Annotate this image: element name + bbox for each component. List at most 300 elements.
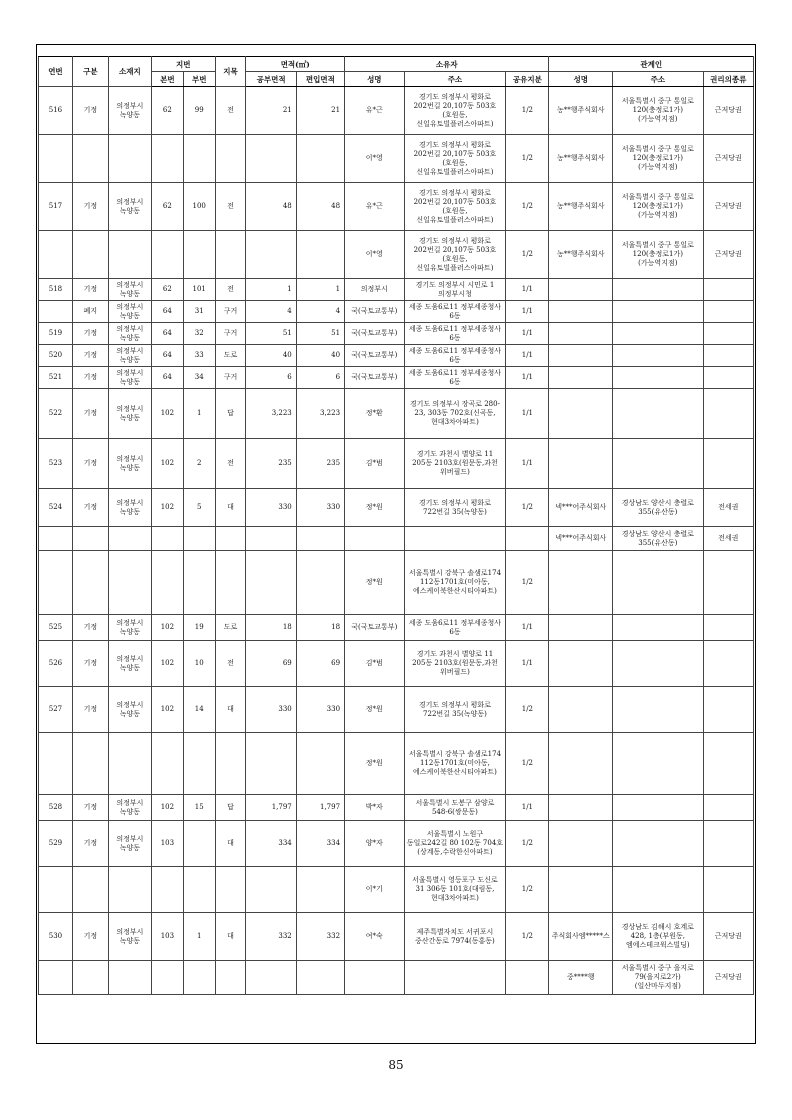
- cell-owner-share: 1/2: [506, 231, 549, 279]
- cell-area-public: 1,797: [246, 795, 296, 821]
- table-row: [39, 733, 754, 795]
- cell-area-included: [296, 527, 344, 551]
- cell-number: 526: [39, 641, 73, 687]
- cell-owner-name: 정*원: [345, 489, 405, 527]
- cell-owner-name: 정*원: [345, 733, 405, 795]
- cell-owner-address: 서울특별시 영등포구 도신로 31 306동 101호(대림동,현대3차아파트): [404, 867, 506, 913]
- cell-type: [72, 231, 108, 279]
- cell-main-lot: 102: [151, 795, 183, 821]
- cell-location: 의정부시 녹양동: [108, 687, 151, 733]
- cell-owner-address: 경기도 의정부시 시민로 1 의정부시청: [404, 279, 506, 301]
- cell-type: [72, 135, 108, 183]
- cell-rel-address: [613, 551, 703, 615]
- cell-rel-address: 서울특별시 중구 통일로 120(충정로1가) (가능역지점): [613, 231, 703, 279]
- cell-rel-name: [549, 687, 613, 733]
- cell-number: 522: [39, 389, 73, 439]
- cell-owner-name: [345, 527, 405, 551]
- cell-number: [39, 301, 73, 323]
- cell-owner-name: 정*원: [345, 687, 405, 733]
- cell-owner-name: [345, 961, 405, 995]
- cell-main-lot: [151, 231, 183, 279]
- cell-rel-right: 근저당권: [703, 183, 753, 231]
- cell-number: [39, 551, 73, 615]
- cell-number: 518: [39, 279, 73, 301]
- cell-main-lot: [151, 867, 183, 913]
- cell-location: 의정부시 녹양동: [108, 345, 151, 367]
- cell-main-lot: [151, 733, 183, 795]
- cell-type: 기정: [72, 615, 108, 641]
- cell-rel-right: [703, 821, 753, 867]
- cell-area-public: 330: [246, 489, 296, 527]
- cell-owner-address: 경기도 의정부시 평화로 722번길 35(녹양동): [404, 687, 506, 733]
- cell-type: [72, 867, 108, 913]
- cell-owner-share: 1/1: [506, 367, 549, 389]
- cell-location: 의정부시 녹양동: [108, 367, 151, 389]
- cell-rel-right: [703, 323, 753, 345]
- cell-sub-lot: [183, 821, 215, 867]
- cell-rel-right: [703, 389, 753, 439]
- cell-rel-right: [703, 551, 753, 615]
- cell-sub-lot: 101: [183, 279, 215, 301]
- table-row: [39, 87, 754, 135]
- cell-owner-share: 1/1: [506, 345, 549, 367]
- cell-area-included: 330: [296, 489, 344, 527]
- table-header: [39, 57, 754, 87]
- cell-rel-right: 근저당권: [703, 135, 753, 183]
- table-row: [39, 821, 754, 867]
- cell-type: 기정: [72, 439, 108, 489]
- cell-sub-lot: [183, 135, 215, 183]
- cell-area-public: 334: [246, 821, 296, 867]
- cell-location: 의정부시 녹양동: [108, 821, 151, 867]
- col-rel-name: 성명: [549, 72, 613, 87]
- table-row: [39, 279, 754, 301]
- col-rel-address: 주소: [613, 72, 703, 87]
- cell-owner-share: 1/2: [506, 489, 549, 527]
- cell-type: 기정: [72, 345, 108, 367]
- cell-land-category: 구거: [215, 301, 246, 323]
- cell-owner-share: [506, 961, 549, 995]
- cell-area-included: [296, 231, 344, 279]
- cell-land-category: [215, 961, 246, 995]
- cell-type: 기정: [72, 489, 108, 527]
- cell-area-public: 330: [246, 687, 296, 733]
- cell-rel-name: [549, 439, 613, 489]
- cell-owner-share: 1/1: [506, 389, 549, 439]
- cell-owner-name: 양*자: [345, 821, 405, 867]
- cell-rel-address: [613, 733, 703, 795]
- cell-number: 519: [39, 323, 73, 345]
- cell-rel-address: [613, 687, 703, 733]
- cell-owner-address: 세종 도움6로11 정부세종청사 6동: [404, 301, 506, 323]
- cell-location: [108, 527, 151, 551]
- cell-main-lot: 102: [151, 641, 183, 687]
- cell-type: 기정: [72, 389, 108, 439]
- cell-rel-address: [613, 439, 703, 489]
- table-row: [39, 913, 754, 961]
- cell-rel-address: 서울특별시 중구 통일로 120(충정로1가) (가능역지점): [613, 183, 703, 231]
- cell-number: [39, 135, 73, 183]
- table-row: [39, 867, 754, 913]
- cell-owner-name: 박*자: [345, 795, 405, 821]
- cell-area-public: 1: [246, 279, 296, 301]
- cell-type: 기정: [72, 323, 108, 345]
- cell-type: [72, 961, 108, 995]
- land-registry-table: [38, 56, 754, 995]
- cell-owner-name: 유*근: [345, 183, 405, 231]
- cell-land-category: [215, 867, 246, 913]
- cell-rel-right: 근저당권: [703, 961, 753, 995]
- cell-location: 의정부시 녹양동: [108, 439, 151, 489]
- cell-rel-right: [703, 795, 753, 821]
- cell-area-included: 332: [296, 913, 344, 961]
- cell-type: 기정: [72, 913, 108, 961]
- cell-owner-name: 김*범: [345, 439, 405, 489]
- cell-number: [39, 231, 73, 279]
- cell-land-category: 전: [215, 279, 246, 301]
- cell-main-lot: [151, 551, 183, 615]
- cell-rel-name: [549, 615, 613, 641]
- cell-owner-name: 정*환: [345, 389, 405, 439]
- col-owner-share: 공유지분: [506, 72, 549, 87]
- cell-sub-lot: 1: [183, 913, 215, 961]
- cell-owner-address: 서울특별시 노원구 동일로242길 80 102동 704호 (상계동,수락한신아파트): [404, 821, 506, 867]
- cell-owner-name: 국(국토교통부): [345, 615, 405, 641]
- cell-location: 의정부시 녹양동: [108, 389, 151, 439]
- cell-owner-name: 국(국토교통부): [345, 367, 405, 389]
- cell-area-included: 18: [296, 615, 344, 641]
- cell-main-lot: 102: [151, 439, 183, 489]
- cell-rel-address: [613, 323, 703, 345]
- table-row: [39, 795, 754, 821]
- cell-rel-name: [549, 367, 613, 389]
- cell-owner-address: 경기도 의정부시 평화로 202번길 20,107동 503호 (호원동,신일유토빌플러스아파트): [404, 231, 506, 279]
- cell-rel-name: [549, 733, 613, 795]
- cell-main-lot: 103: [151, 913, 183, 961]
- cell-rel-address: 서울특별시 중구 통일로 120(충정로1가) (가능역지점): [613, 135, 703, 183]
- cell-type: [72, 733, 108, 795]
- cell-owner-address: 세종 도움6로11 정부세종청사 6동: [404, 367, 506, 389]
- col-area-public: 공부면적: [246, 72, 296, 87]
- cell-sub-lot: 33: [183, 345, 215, 367]
- cell-owner-share: 1/2: [506, 867, 549, 913]
- table-body: [39, 87, 754, 995]
- cell-rel-name: 주식회사엠*****스: [549, 913, 613, 961]
- cell-type: 기정: [72, 87, 108, 135]
- cell-area-included: 40: [296, 345, 344, 367]
- cell-land-category: 전: [215, 183, 246, 231]
- cell-land-category: [215, 231, 246, 279]
- cell-sub-lot: [183, 867, 215, 913]
- cell-rel-address: [613, 615, 703, 641]
- cell-area-public: [246, 961, 296, 995]
- cell-location: 의정부시 녹양동: [108, 795, 151, 821]
- cell-type: 기정: [72, 641, 108, 687]
- cell-owner-share: 1/2: [506, 733, 549, 795]
- cell-owner-share: 1/1: [506, 439, 549, 489]
- cell-owner-name: 여*숙: [345, 913, 405, 961]
- cell-number: 529: [39, 821, 73, 867]
- page-number: 85: [388, 1058, 404, 1072]
- cell-owner-share: 1/1: [506, 323, 549, 345]
- cell-location: 의정부시 녹양동: [108, 323, 151, 345]
- cell-land-category: 전: [215, 87, 246, 135]
- cell-land-category: [215, 733, 246, 795]
- cell-land-category: 대: [215, 821, 246, 867]
- cell-land-category: 대: [215, 489, 246, 527]
- cell-owner-name: 이*영: [345, 231, 405, 279]
- col-area: 면적(㎡): [246, 57, 345, 72]
- cell-sub-lot: 100: [183, 183, 215, 231]
- cell-location: 의정부시 녹양동: [108, 183, 151, 231]
- cell-owner-name: 의정부시: [345, 279, 405, 301]
- cell-sub-lot: [183, 733, 215, 795]
- cell-sub-lot: [183, 527, 215, 551]
- cell-number: [39, 961, 73, 995]
- cell-sub-lot: 5: [183, 489, 215, 527]
- cell-area-included: 1: [296, 279, 344, 301]
- col-owner-address: 주소: [404, 72, 506, 87]
- cell-owner-share: 1/2: [506, 183, 549, 231]
- cell-sub-lot: 32: [183, 323, 215, 345]
- col-gubun: 구분: [72, 57, 108, 87]
- cell-sub-lot: 14: [183, 687, 215, 733]
- cell-number: 527: [39, 687, 73, 733]
- cell-number: [39, 527, 73, 551]
- cell-owner-share: 1/1: [506, 615, 549, 641]
- cell-rel-right: 근저당권: [703, 913, 753, 961]
- cell-owner-name: 국(국토교통부): [345, 345, 405, 367]
- cell-area-included: 4: [296, 301, 344, 323]
- cell-number: 521: [39, 367, 73, 389]
- cell-owner-address: 제주특별자치도 서귀포시 중산간동로 7974(동홍동): [404, 913, 506, 961]
- table-row: [39, 615, 754, 641]
- cell-sub-lot: 10: [183, 641, 215, 687]
- cell-main-lot: 64: [151, 323, 183, 345]
- cell-area-public: [246, 867, 296, 913]
- cell-rel-right: 전세권: [703, 527, 753, 551]
- cell-rel-name: 농**행주식회사: [549, 135, 613, 183]
- cell-owner-share: 1/1: [506, 641, 549, 687]
- cell-rel-right: [703, 733, 753, 795]
- cell-rel-right: 근저당권: [703, 231, 753, 279]
- col-sojaeji: 소재지: [108, 57, 151, 87]
- cell-land-category: 답: [215, 389, 246, 439]
- cell-rel-address: 경상남도 양산시 충렬로 355(유산동): [613, 527, 703, 551]
- table-row: [39, 323, 754, 345]
- col-owner-name: 성명: [345, 72, 405, 87]
- cell-main-lot: 64: [151, 301, 183, 323]
- cell-land-category: 구거: [215, 367, 246, 389]
- cell-number: 530: [39, 913, 73, 961]
- cell-area-public: 18: [246, 615, 296, 641]
- cell-owner-address: [404, 527, 506, 551]
- cell-rel-name: 농**행주식회사: [549, 231, 613, 279]
- cell-main-lot: 103: [151, 821, 183, 867]
- cell-rel-name: [549, 323, 613, 345]
- cell-area-included: [296, 135, 344, 183]
- cell-owner-address: 세종 도움6로11 정부세종청사 6동: [404, 345, 506, 367]
- cell-area-included: 1,797: [296, 795, 344, 821]
- cell-rel-address: [613, 279, 703, 301]
- table-row: [39, 527, 754, 551]
- cell-area-included: 51: [296, 323, 344, 345]
- cell-number: [39, 867, 73, 913]
- cell-land-category: 답: [215, 795, 246, 821]
- cell-area-included: [296, 551, 344, 615]
- cell-owner-share: 1/2: [506, 821, 549, 867]
- cell-land-category: [215, 527, 246, 551]
- cell-rel-address: [613, 389, 703, 439]
- cell-main-lot: 102: [151, 615, 183, 641]
- cell-number: 517: [39, 183, 73, 231]
- cell-main-lot: [151, 527, 183, 551]
- cell-location: 의정부시 녹양동: [108, 279, 151, 301]
- cell-area-public: [246, 135, 296, 183]
- cell-location: [108, 135, 151, 183]
- cell-land-category: 대: [215, 687, 246, 733]
- cell-area-public: 69: [246, 641, 296, 687]
- cell-rel-address: [613, 301, 703, 323]
- cell-rel-right: [703, 687, 753, 733]
- cell-sub-lot: [183, 231, 215, 279]
- cell-owner-address: 경기도 과천시 별양로 11 205동 2103호(원문동,과천 위버필드): [404, 439, 506, 489]
- cell-rel-right: [703, 301, 753, 323]
- cell-sub-lot: 99: [183, 87, 215, 135]
- cell-number: [39, 733, 73, 795]
- cell-main-lot: 102: [151, 489, 183, 527]
- cell-location: [108, 551, 151, 615]
- table-row: [39, 231, 754, 279]
- cell-owner-address: 경기도 의정부시 장곡로 280-23, 303동 702호(신곡동,현대3차아파트): [404, 389, 506, 439]
- cell-owner-address: 경기도 의정부시 평화로 202번길 20,107동 503호 (호원동,신일유토빌플러스아파트): [404, 135, 506, 183]
- cell-type: 기정: [72, 183, 108, 231]
- cell-area-included: 21: [296, 87, 344, 135]
- cell-sub-lot: [183, 551, 215, 615]
- col-bubeon: 부번: [183, 72, 215, 87]
- cell-owner-share: 1/2: [506, 135, 549, 183]
- cell-owner-name: 정*원: [345, 551, 405, 615]
- cell-number: 525: [39, 615, 73, 641]
- cell-area-included: 3,223: [296, 389, 344, 439]
- cell-rel-address: [613, 641, 703, 687]
- cell-area-included: [296, 733, 344, 795]
- cell-owner-name: 이*기: [345, 867, 405, 913]
- cell-owner-share: [506, 527, 549, 551]
- cell-main-lot: 62: [151, 183, 183, 231]
- table-row: [39, 687, 754, 733]
- cell-type: 기정: [72, 367, 108, 389]
- cell-rel-right: [703, 641, 753, 687]
- cell-area-public: 48: [246, 183, 296, 231]
- cell-owner-name: 유*근: [345, 87, 405, 135]
- cell-area-public: [246, 733, 296, 795]
- cell-owner-address: 세종 도움6로11 정부세종청사 6동: [404, 615, 506, 641]
- col-yeonbeon: 연번: [39, 57, 73, 87]
- table-row: [39, 345, 754, 367]
- cell-area-public: 4: [246, 301, 296, 323]
- table-row: [39, 135, 754, 183]
- cell-area-public: [246, 527, 296, 551]
- cell-rel-address: 서울특별시 중구 을지로 79(을지로2가) (일산마두지점): [613, 961, 703, 995]
- cell-sub-lot: 19: [183, 615, 215, 641]
- cell-rel-name: 넥***어주식회사: [549, 527, 613, 551]
- cell-owner-address: 서울특별시 강북구 솔샘로174 112동1701호(미아동, 에스케이북한산시티아파트): [404, 551, 506, 615]
- cell-rel-name: [549, 301, 613, 323]
- cell-rel-address: [613, 367, 703, 389]
- cell-land-category: 구거: [215, 323, 246, 345]
- cell-rel-name: [549, 389, 613, 439]
- cell-area-public: [246, 551, 296, 615]
- cell-rel-name: [549, 867, 613, 913]
- cell-area-public: 235: [246, 439, 296, 489]
- cell-rel-name: 중****행: [549, 961, 613, 995]
- cell-area-public: 332: [246, 913, 296, 961]
- cell-area-included: 48: [296, 183, 344, 231]
- cell-location: [108, 961, 151, 995]
- col-jibeon: 지번: [151, 57, 215, 72]
- cell-owner-name: 국(국토교통부): [345, 301, 405, 323]
- cell-sub-lot: 1: [183, 389, 215, 439]
- cell-type: 기정: [72, 821, 108, 867]
- cell-main-lot: 64: [151, 367, 183, 389]
- cell-location: 의정부시 녹양동: [108, 301, 151, 323]
- cell-rel-name: [549, 551, 613, 615]
- cell-owner-address: 경기도 의정부시 평화로 202번길 20,107동 503호 (호원동,신일유토빌플러스아파트): [404, 87, 506, 135]
- cell-area-public: 51: [246, 323, 296, 345]
- cell-location: [108, 733, 151, 795]
- cell-owner-share: 1/2: [506, 87, 549, 135]
- cell-sub-lot: 2: [183, 439, 215, 489]
- cell-sub-lot: 31: [183, 301, 215, 323]
- cell-owner-address: 경기도 과천시 별양로 11 205동 2103호(원문동,과천 위버필드): [404, 641, 506, 687]
- cell-number: 523: [39, 439, 73, 489]
- cell-area-public: 21: [246, 87, 296, 135]
- cell-rel-right: 근저당권: [703, 87, 753, 135]
- cell-area-included: [296, 867, 344, 913]
- cell-area-public: 6: [246, 367, 296, 389]
- cell-number: 516: [39, 87, 73, 135]
- cell-rel-right: [703, 279, 753, 301]
- cell-location: 의정부시 녹양동: [108, 87, 151, 135]
- cell-rel-name: 넥***어주식회사: [549, 489, 613, 527]
- cell-sub-lot: 34: [183, 367, 215, 389]
- cell-owner-name: 이*영: [345, 135, 405, 183]
- cell-owner-share: 1/2: [506, 913, 549, 961]
- cell-rel-address: [613, 795, 703, 821]
- cell-land-category: 전: [215, 439, 246, 489]
- cell-rel-name: 농**행주식회사: [549, 183, 613, 231]
- cell-type: [72, 551, 108, 615]
- cell-location: [108, 231, 151, 279]
- cell-area-public: 3,223: [246, 389, 296, 439]
- cell-land-category: [215, 135, 246, 183]
- cell-number: 524: [39, 489, 73, 527]
- cell-sub-lot: [183, 961, 215, 995]
- cell-number: 528: [39, 795, 73, 821]
- cell-main-lot: 102: [151, 389, 183, 439]
- cell-rel-name: [549, 345, 613, 367]
- cell-owner-address: 경기도 의정부시 평화로 202번길 20,107동 503호 (호원동,신일유토빌플러스아파트): [404, 183, 506, 231]
- cell-owner-address: 세종 도움6로11 정부세종청사 6동: [404, 323, 506, 345]
- cell-area-included: 69: [296, 641, 344, 687]
- cell-land-category: 도로: [215, 345, 246, 367]
- col-owner: 소유자: [345, 57, 549, 72]
- cell-rel-name: [549, 641, 613, 687]
- cell-area-public: [246, 231, 296, 279]
- cell-rel-name: [549, 821, 613, 867]
- table-row: [39, 439, 754, 489]
